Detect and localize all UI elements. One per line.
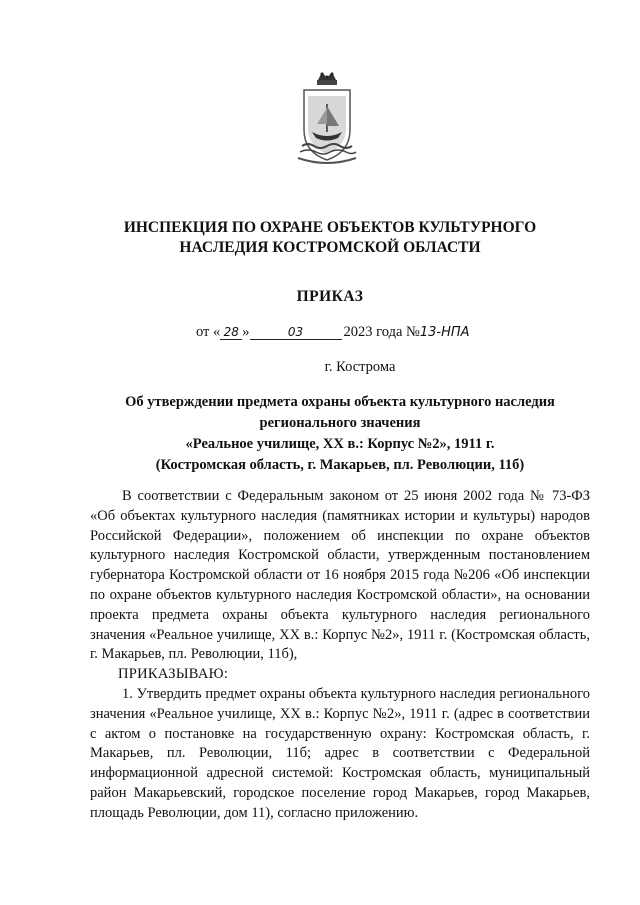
subject-line1: Об утверждении предмета охраны объекта культурного наследия xyxy=(125,394,555,410)
clause-1-paragraph: 1. Утвердить предмет охраны объекта культурного наследия регионального значения «Реальное училище, XX в.: Корпус №2», 1911 г. (адрес в соответствии с актом о постановке на государственную охрану: Костромская область, г. Макарьев, пл. Революции, 11б; адрес в соответствии с Федеральной информационной адресной системой: Костромская область, муниципальный район Макарьевский, городское поселение город Макарьев, город Макарьев, площадь Революции, дом 11), согласно приложению. xyxy=(90,685,590,821)
date-year-text: 2023 года № xyxy=(343,324,420,340)
subject-line2: регионального значения xyxy=(259,415,421,431)
preamble-paragraph: В соответствии с Федеральным законом от 25 июня 2002 года № 73-ФЗ «Об объектах культурного наследия (памятниках истории и культуры) народов Российской Федерации», положением об инспекции по охране объектов культурного наследия Костромской области, утвержденным постановлением губернатора Костромской области от 16 ноября 2015 года №206 «Об инспекции по охране объектов культурного наследия Костромской области», на основании проекта предмета охраны объекта культурного наследия регионального значения «Реальное училище, XX в.: Корпус №2», 1911 г. (Костромская область, г. Макарьев, пл. Революции, 11б), xyxy=(90,488,590,663)
date-month-field: 03 xyxy=(250,325,342,340)
organization-title-line2: НАСЛЕДИЯ КОСТРОМСКОЙ ОБЛАСТИ xyxy=(179,239,481,256)
order-number-field: 13-НПА xyxy=(419,325,470,340)
date-quote-close: » xyxy=(242,324,250,340)
document-type-title: ПРИКАЗ xyxy=(296,288,364,305)
subject-line4: (Костромская область, г. Макарьев, пл. Революции, 11б) xyxy=(155,457,525,473)
date-number-line xyxy=(196,324,470,341)
decree-word: ПРИКАЗЫВАЮ: xyxy=(118,666,229,683)
order-body xyxy=(90,487,590,824)
kostroma-coat-of-arms-icon xyxy=(296,70,358,168)
city-line: г. Кострома xyxy=(324,359,396,375)
date-day-field: 28 xyxy=(220,325,242,340)
organization-title xyxy=(60,218,600,258)
organization-title-line1: ИНСПЕКЦИЯ ПО ОХРАНЕ ОБЪЕКТОВ КУЛЬТУРНОГО xyxy=(123,219,537,236)
order-subject xyxy=(80,392,600,476)
subject-line3: «Реальное училище, XX в.: Корпус №2», 1911 г. xyxy=(185,436,495,452)
date-prefix: от « xyxy=(196,324,221,340)
